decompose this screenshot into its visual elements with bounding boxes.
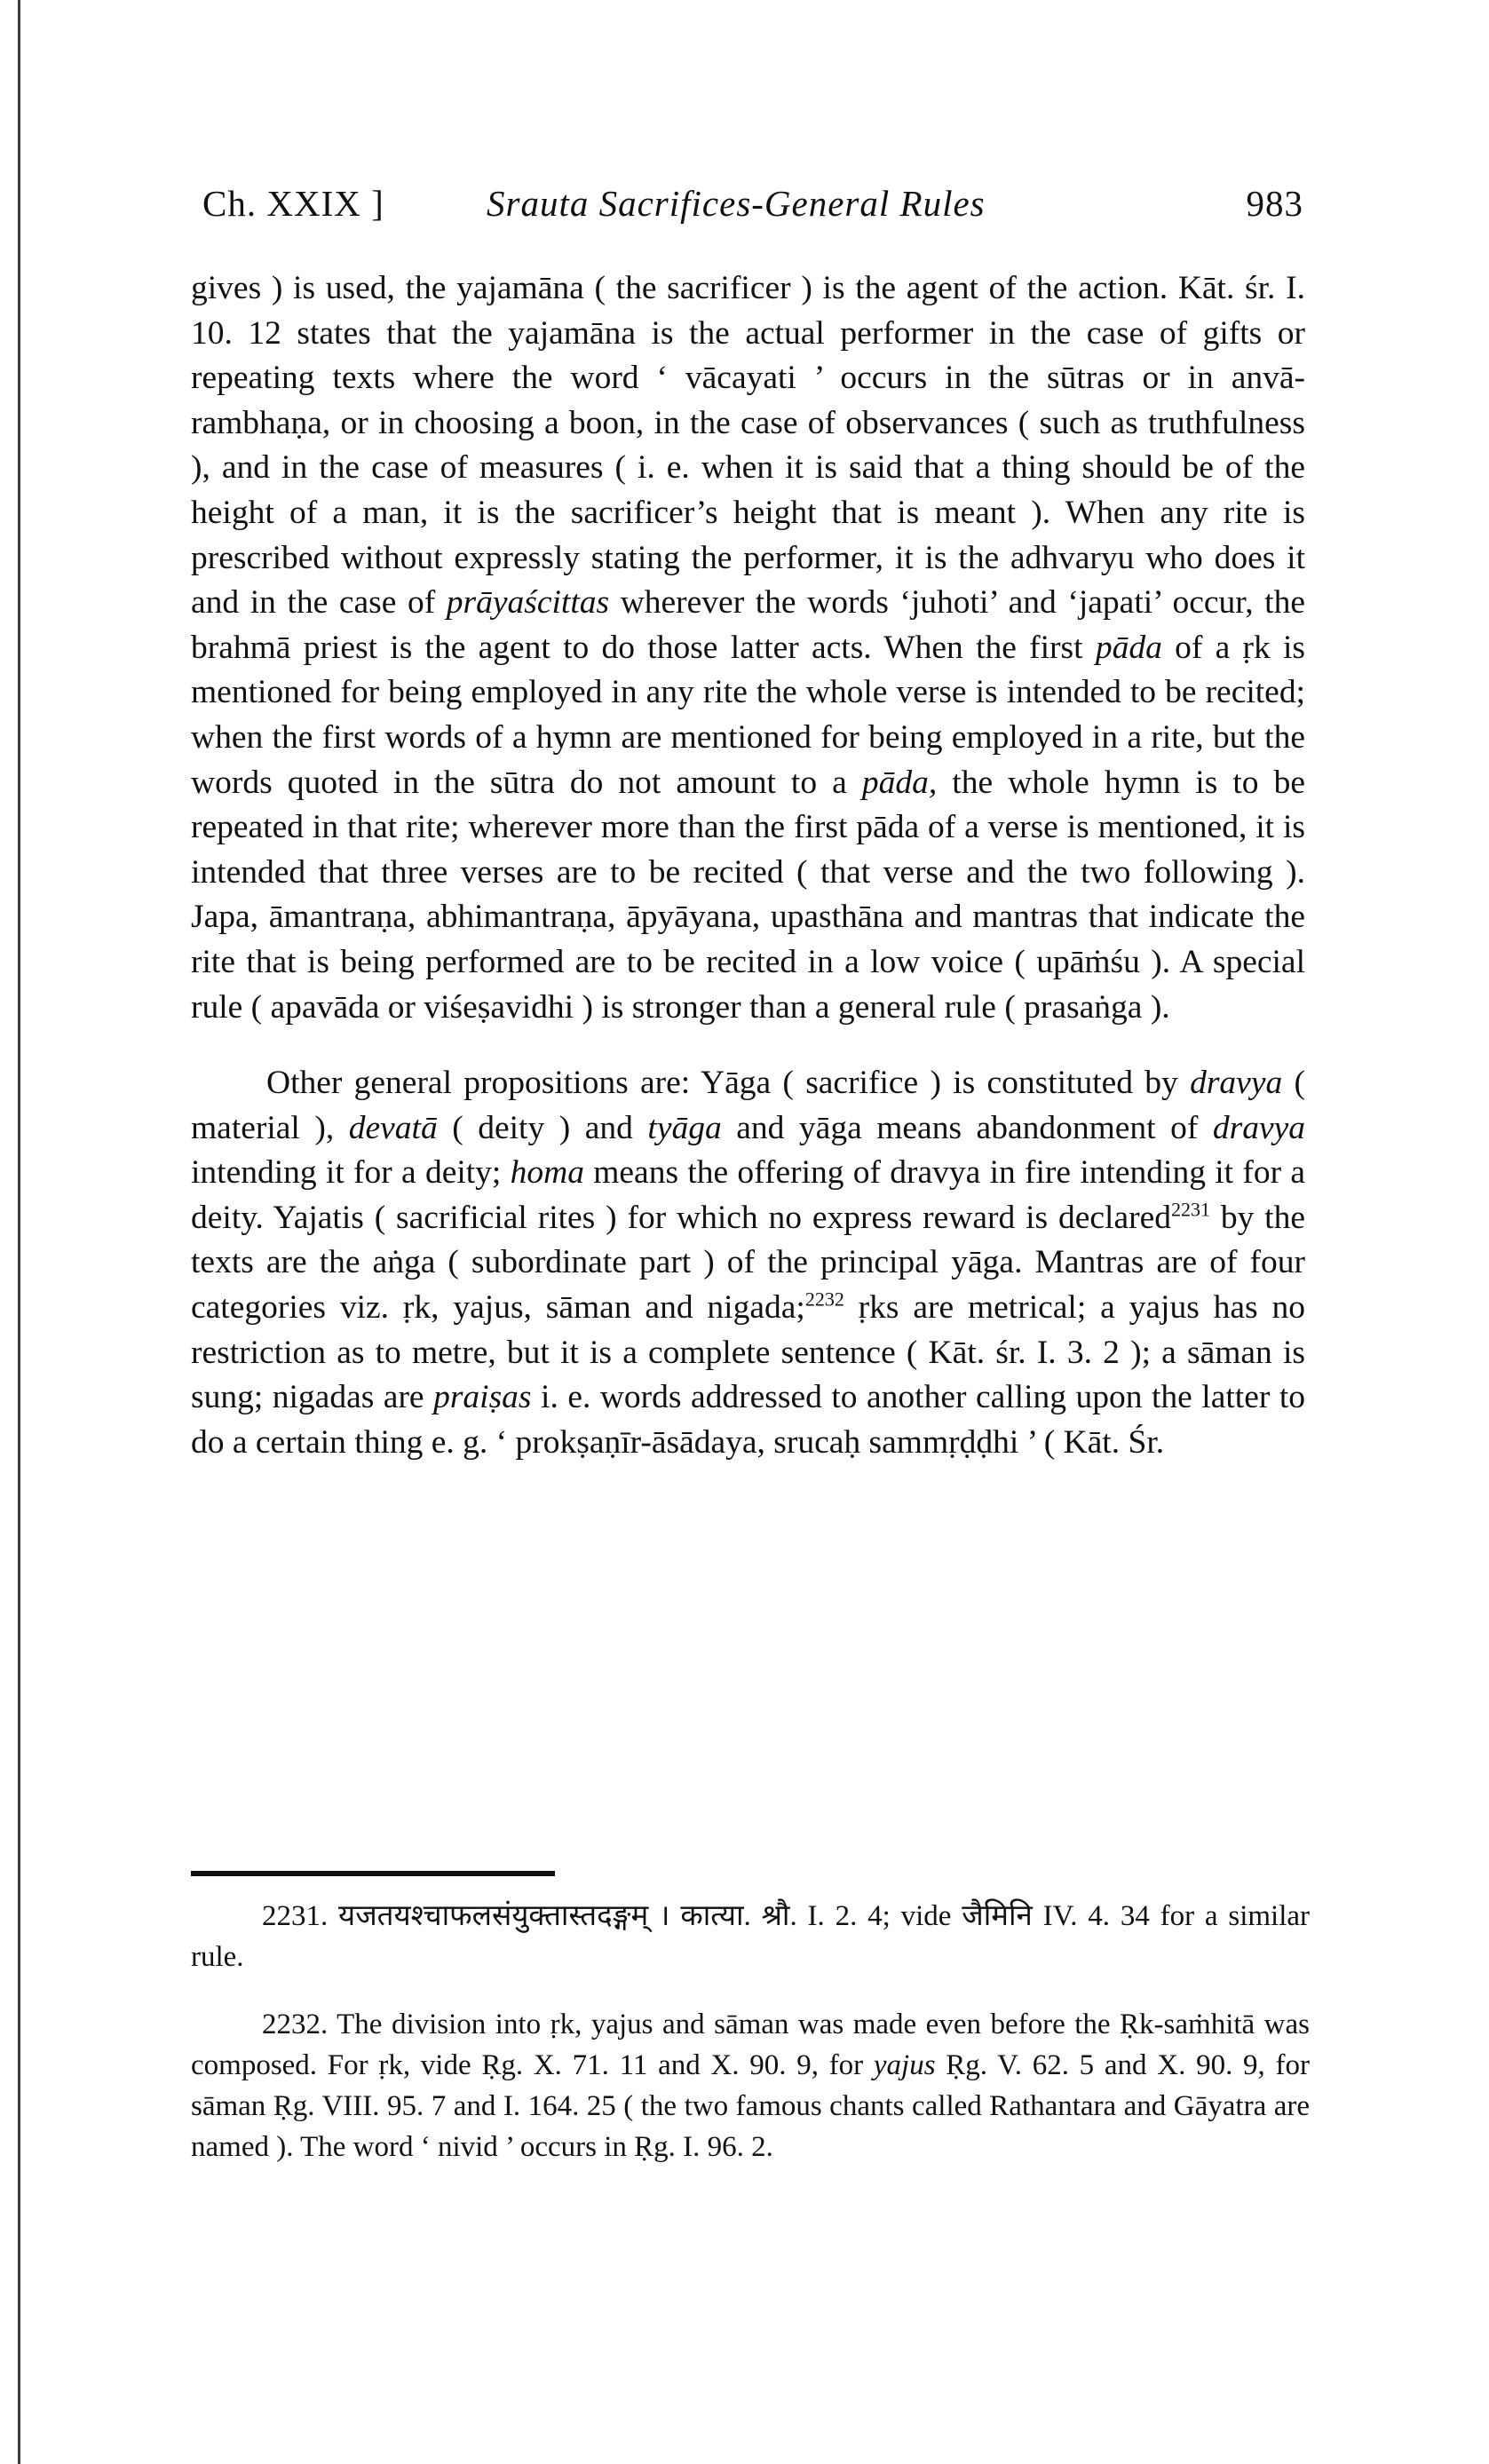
paragraph-2 <box>191 1061 1305 1465</box>
footnote-ref-2231[interactable]: 2231 <box>1170 1198 1210 1221</box>
italic-term: prāyaścittas <box>446 584 610 622</box>
italic-term: dravya <box>1212 1109 1305 1146</box>
footnote-separator <box>191 1871 555 1876</box>
chapter-label: Ch. XXIX ] <box>202 183 384 224</box>
footnote-ref-2232[interactable]: 2232 <box>804 1287 844 1311</box>
text-run: wherever the words ‘juhoti’ and ‘japati’ occur, the brahmā priest is the agent to do those latter acts. When the first <box>191 584 1305 666</box>
text-run: Other general propositions are: Yāga ( sacrifice ) is constituted by <box>266 1065 1191 1102</box>
italic-term: yajus <box>873 2049 936 2081</box>
footnotes <box>191 1896 1310 2167</box>
footnote-number: 2232. <box>262 2008 329 2040</box>
text-run: gives ) is used, the yajamāna ( the sacrificer ) is the agent of the action. Kāt. śr. I. 10. 12 states that the yajamāna is the actual performer in the case of gifts or repeating texts where the word ‘ vācayati ’ occurs in the sūtras or in anvā-rambhaṇa, or in choosing a boon, in the case of observances ( such as truthfulness ), and in the case of measures ( i. e. when it is said that a thing should be of the height of a man, it is the sacrificer’s height that is meant ). When any rite is prescribed without expressly stating the performer, it is the adhvaryu who does it and in the case of <box>191 270 1305 622</box>
page-number: 983 <box>1246 183 1303 224</box>
page-edge-line <box>18 0 20 2464</box>
main-text <box>191 266 1305 1465</box>
italic-term: tyāga <box>647 1109 722 1146</box>
italic-term: homa <box>510 1154 584 1192</box>
italic-term: praiṣas <box>433 1379 532 1416</box>
italic-term: pāda <box>1095 629 1162 666</box>
text-run: ( material ), <box>191 1065 1305 1146</box>
italic-term: pāda, <box>861 764 938 801</box>
footnote-number: 2231. <box>262 1900 329 1932</box>
footnote-text: Ṛg. V. 62. 5 and X. 90. 9, for sāman Ṛg. VIII. 95. 7 and I. 164. 25 ( the two famous chants called Rathantara and Gāyatra are named ). The word ‘ nivid ’ occurs in Ṛg. I. 96. 2. <box>191 2049 1310 2163</box>
paragraph-1 <box>191 266 1305 1030</box>
text-run: ( deity ) and <box>437 1109 648 1146</box>
text-run: of a ṛk is mentioned for being employed in any rite the whole verse is intended to be recited; when the first words of a hymn are mentioned for being employed in a rite, but the words quoted in the sūtra do not amount to a <box>191 629 1305 801</box>
footnote-2231 <box>191 1896 1310 1977</box>
text-run: the whole hymn is to be repeated in that rite; wherever more than the first pāda of a verse is mentioned, it is intended that three verses are to be recited ( that verse and the two following ). Japa, āmantraṇa, abhimantraṇa, āpyāyana, upasthāna and mantras that indicate the rite that is being performed are to be recited in a low voice ( upāṁśu ). A special rule ( apavāda or viśeṣavidhi ) is stronger than a general rule ( prasaṅga ). <box>191 764 1305 1026</box>
running-header <box>202 182 1303 235</box>
text-run: i. e. words addressed to another calling upon the latter to do a certain thing e. g. ‘ prokṣaṇīr-āsādaya, srucaḥ sammṛḍḍhi ’ ( Kāt. Śr. <box>191 1379 1305 1461</box>
footnote-text: यजतयश्चाफलसंयुक्तास्तदङ्गम् । कात्या. श्रौ. I. 2. 4; vide जैमिनि IV. 4. 34 for a similar rule. <box>191 1900 1310 1973</box>
italic-term: dravya <box>1190 1065 1283 1102</box>
text-run: by the texts are the aṅga ( subordinate part ) of the principal yāga. Mantras are of four categories viz. ṛk, yajus, sāman and nigada; <box>191 1199 1305 1327</box>
text-run: and yāga means abandonment of <box>721 1109 1213 1146</box>
text-run: ṛks are metrical; a yajus has no restriction as to metre, but it is a complete sentence ( Kāt. śr. I. 3. 2 ); a sāman is sung; nigadas are <box>191 1289 1305 1416</box>
running-title: Srauta Sacrifices-General Rules <box>487 183 986 224</box>
text-run: means the offering of dravya in fire intending it for a deity. Yajatis ( sacrificial rites ) for which no express reward is declared <box>191 1154 1305 1236</box>
footnote-2232 <box>191 2004 1310 2167</box>
footnote-text: The division into ṛk, yajus and sāman was made even before the Ṛk-saṁhitā was composed. For ṛk, vide Ṛg. X. 71. 11 and X. 90. 9, for <box>191 2008 1310 2081</box>
italic-term: devatā <box>348 1109 438 1146</box>
text-run: intending it for a deity; <box>191 1154 511 1192</box>
